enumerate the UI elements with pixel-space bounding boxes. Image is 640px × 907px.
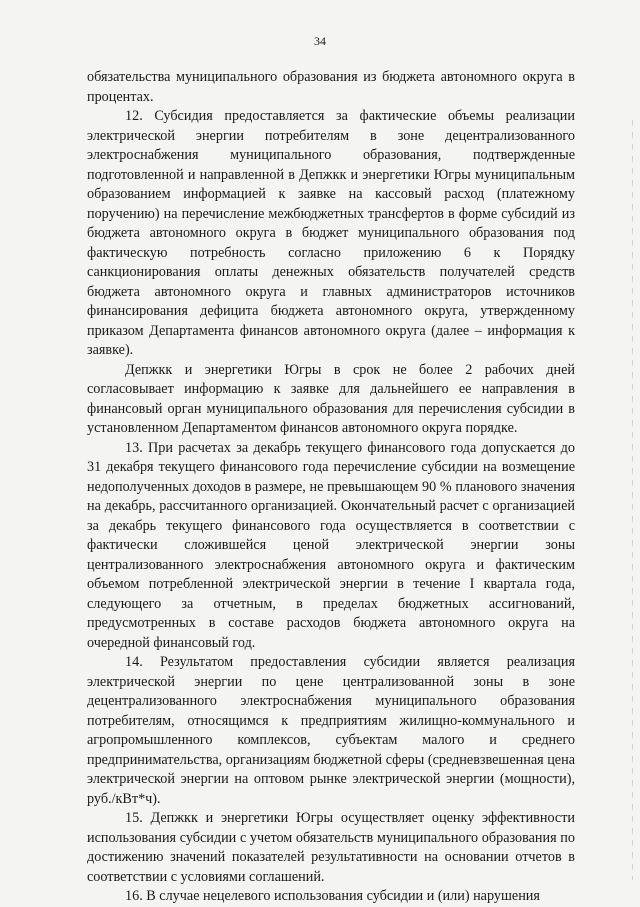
paragraph-15: 15. Депжкк и энергетики Югры осуществляет оценку эффективности использования субсидии с учетом обязательств муниципального образования по достижению значений показателей результативности на основании отчетов в соответствии с условиями соглашений.: [87, 810, 575, 885]
scan-edge-divider: [632, 120, 633, 880]
paragraph-12: 12. Субсидия предоставляется за фактические объемы реализации электрической энергии потребителям в зоне децентрализованного электроснабжения муниципального образования, подтвержденные подготовленной и направленной в Депжкк и энергетики Югры муниципальным образованием информацией к заявке на кассовый расход (платежному поручению) на перечисление межбюджетных трансфертов в форме субсидий из бюджета автономного округа в бюджет муниципального образования под фактическую потребность согласно приложению 6 к Порядку санкционирования оплаты денежных обязательств получателей средств бюджета автономного округа и главных администраторов источников финансирования дефицита бюджета автономного округа, утвержденному приказом Департамента финансов автономного округа (далее – информация к заявке).: [87, 108, 575, 358]
paragraph-continuation: обязательства муниципального образования из бюджета автономного округа в процентах.: [87, 69, 575, 105]
paragraph-14: 14. Результатом предоставления субсидии является реализация электрической энергии по цене централизованной зоны в зоне децентрализованного электроснабжения муниципального образования потребителям, относящимся к предприятиям жилищно-коммунального и агропромышленного комплексов, субъектам малого и среднего предпринимательства, организациям бюджетной сферы (средневзвешенная цена электрической энергии на оптовом рынке электрической энергии (мощности), руб./кВт*ч).: [87, 654, 575, 807]
document-body: [87, 68, 575, 907]
paragraph-16: 16. В случае нецелевого использования субсидии и (или) нарушения: [125, 888, 540, 904]
paragraph-12-approval: Депжкк и энергетики Югры в срок не более 2 рабочих дней согласовывает информацию к заявке для дальнейшего ее направления в финансовый орган муниципального образования для перечисления субсидии в установленном Департаментом финансов автономного округа порядке.: [87, 361, 575, 436]
page-number: 34: [314, 34, 326, 48]
paragraph-13: 13. При расчетах за декабрь текущего финансового года допускается до 31 декабря текущего финансового года перечисление субсидии на возмещение недополученных доходов в размере, не превышающем 90 % планового значения на декабрь, рассчитанного организацией. Окончательный расчет с организацией за декабрь текущего финансового года осуществляется в соответствии с фактически сложившейся ценой электрической энергии зоны централизованного электроснабжения автономного округа и фактическим объемом потребленной электрической энергии в течение I квартала года, следующего за отчетным, в пределах бюджетных ассигнований, предусмотренных в составе расходов бюджета автономного округа на очередной финансовый год.: [87, 439, 575, 651]
